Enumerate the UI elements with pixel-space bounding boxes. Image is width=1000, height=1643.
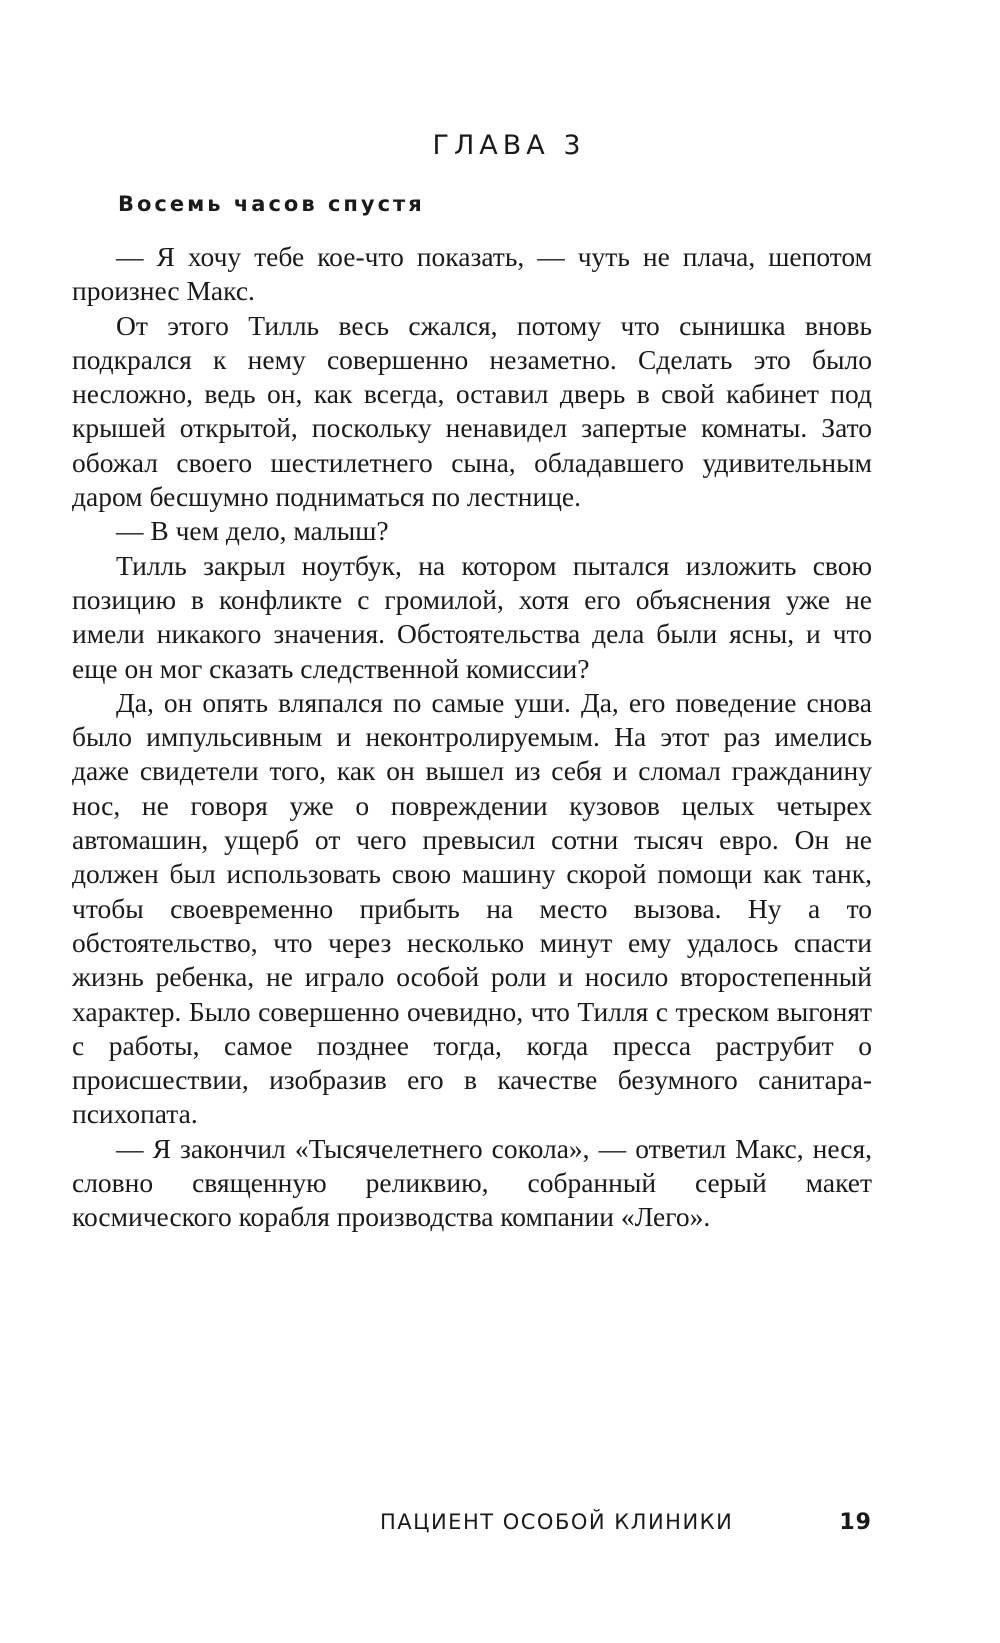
paragraph: — Я хочу тебе кое-что показать, — чуть не плача, шепотом произнес Макс. xyxy=(72,241,872,307)
paragraph: Тилль закрыл ноутбук, на котором пытался изложить свою позицию в конфликте с громилой, хотя его объяснения уже не имели никакого значения. Обстоятельства дела были ясны, и что еще он мог сказать следственной комиссии? xyxy=(72,549,872,684)
paragraph: Да, он опять вляпался по самые уши. Да, его поведение снова было импульсивным и неконтролируемым. На этот раз имелись даже свидетели того, как он вышел из себя и сломал гражданину нос, не говоря уже о повреждении кузовов целых четырех автомашин, ущерб от чего превысил сотни тысяч евро. Он не должен был использовать свою машину скорой помощи как танк, чтобы своевременно прибыть на место вызова. Ну а то обстоятельство, что через несколько минут ему удалось спасти жизнь ребенка, не играло особой роли и носило второстепенный характер. Было совершенно очевидно, что Тилля с треском выгонят с работы, самое позднее тогда, когда пресса раструбит о происшествии, изобразив его в качестве безумного санитара-психопата. xyxy=(72,686,872,1130)
chapter-title: ГЛАВА 3 xyxy=(432,130,586,161)
running-footer xyxy=(380,1510,872,1535)
chapter-body xyxy=(72,240,872,1235)
paragraph: — Я закончил «Тысячелетнего сокола», — ответил Макс, неся, словно священную реликвию, собранный серый макет космического корабля производства компании «Лего». xyxy=(72,1132,872,1233)
paragraph: От этого Тилль весь сжался, потому что сынишка вновь подкрался к нему совершенно незаметно. Сделать это было несложно, ведь он, как всегда, оставил дверь в свой кабинет под крышей открытой, поскольку ненавидел запертые комнаты. Зато обожал своего шестилетнего сына, обладавшего удивительным даром бесшумно подниматься по лестнице. xyxy=(72,309,872,513)
page-number: 19 xyxy=(839,1510,872,1535)
paragraph: — В чем дело, малыш? xyxy=(116,515,389,547)
chapter-subtitle: Восемь часов спустя xyxy=(118,192,425,216)
footer-book-title: ПАЦИЕНТ ОСОБОЙ КЛИНИКИ xyxy=(380,1510,734,1534)
